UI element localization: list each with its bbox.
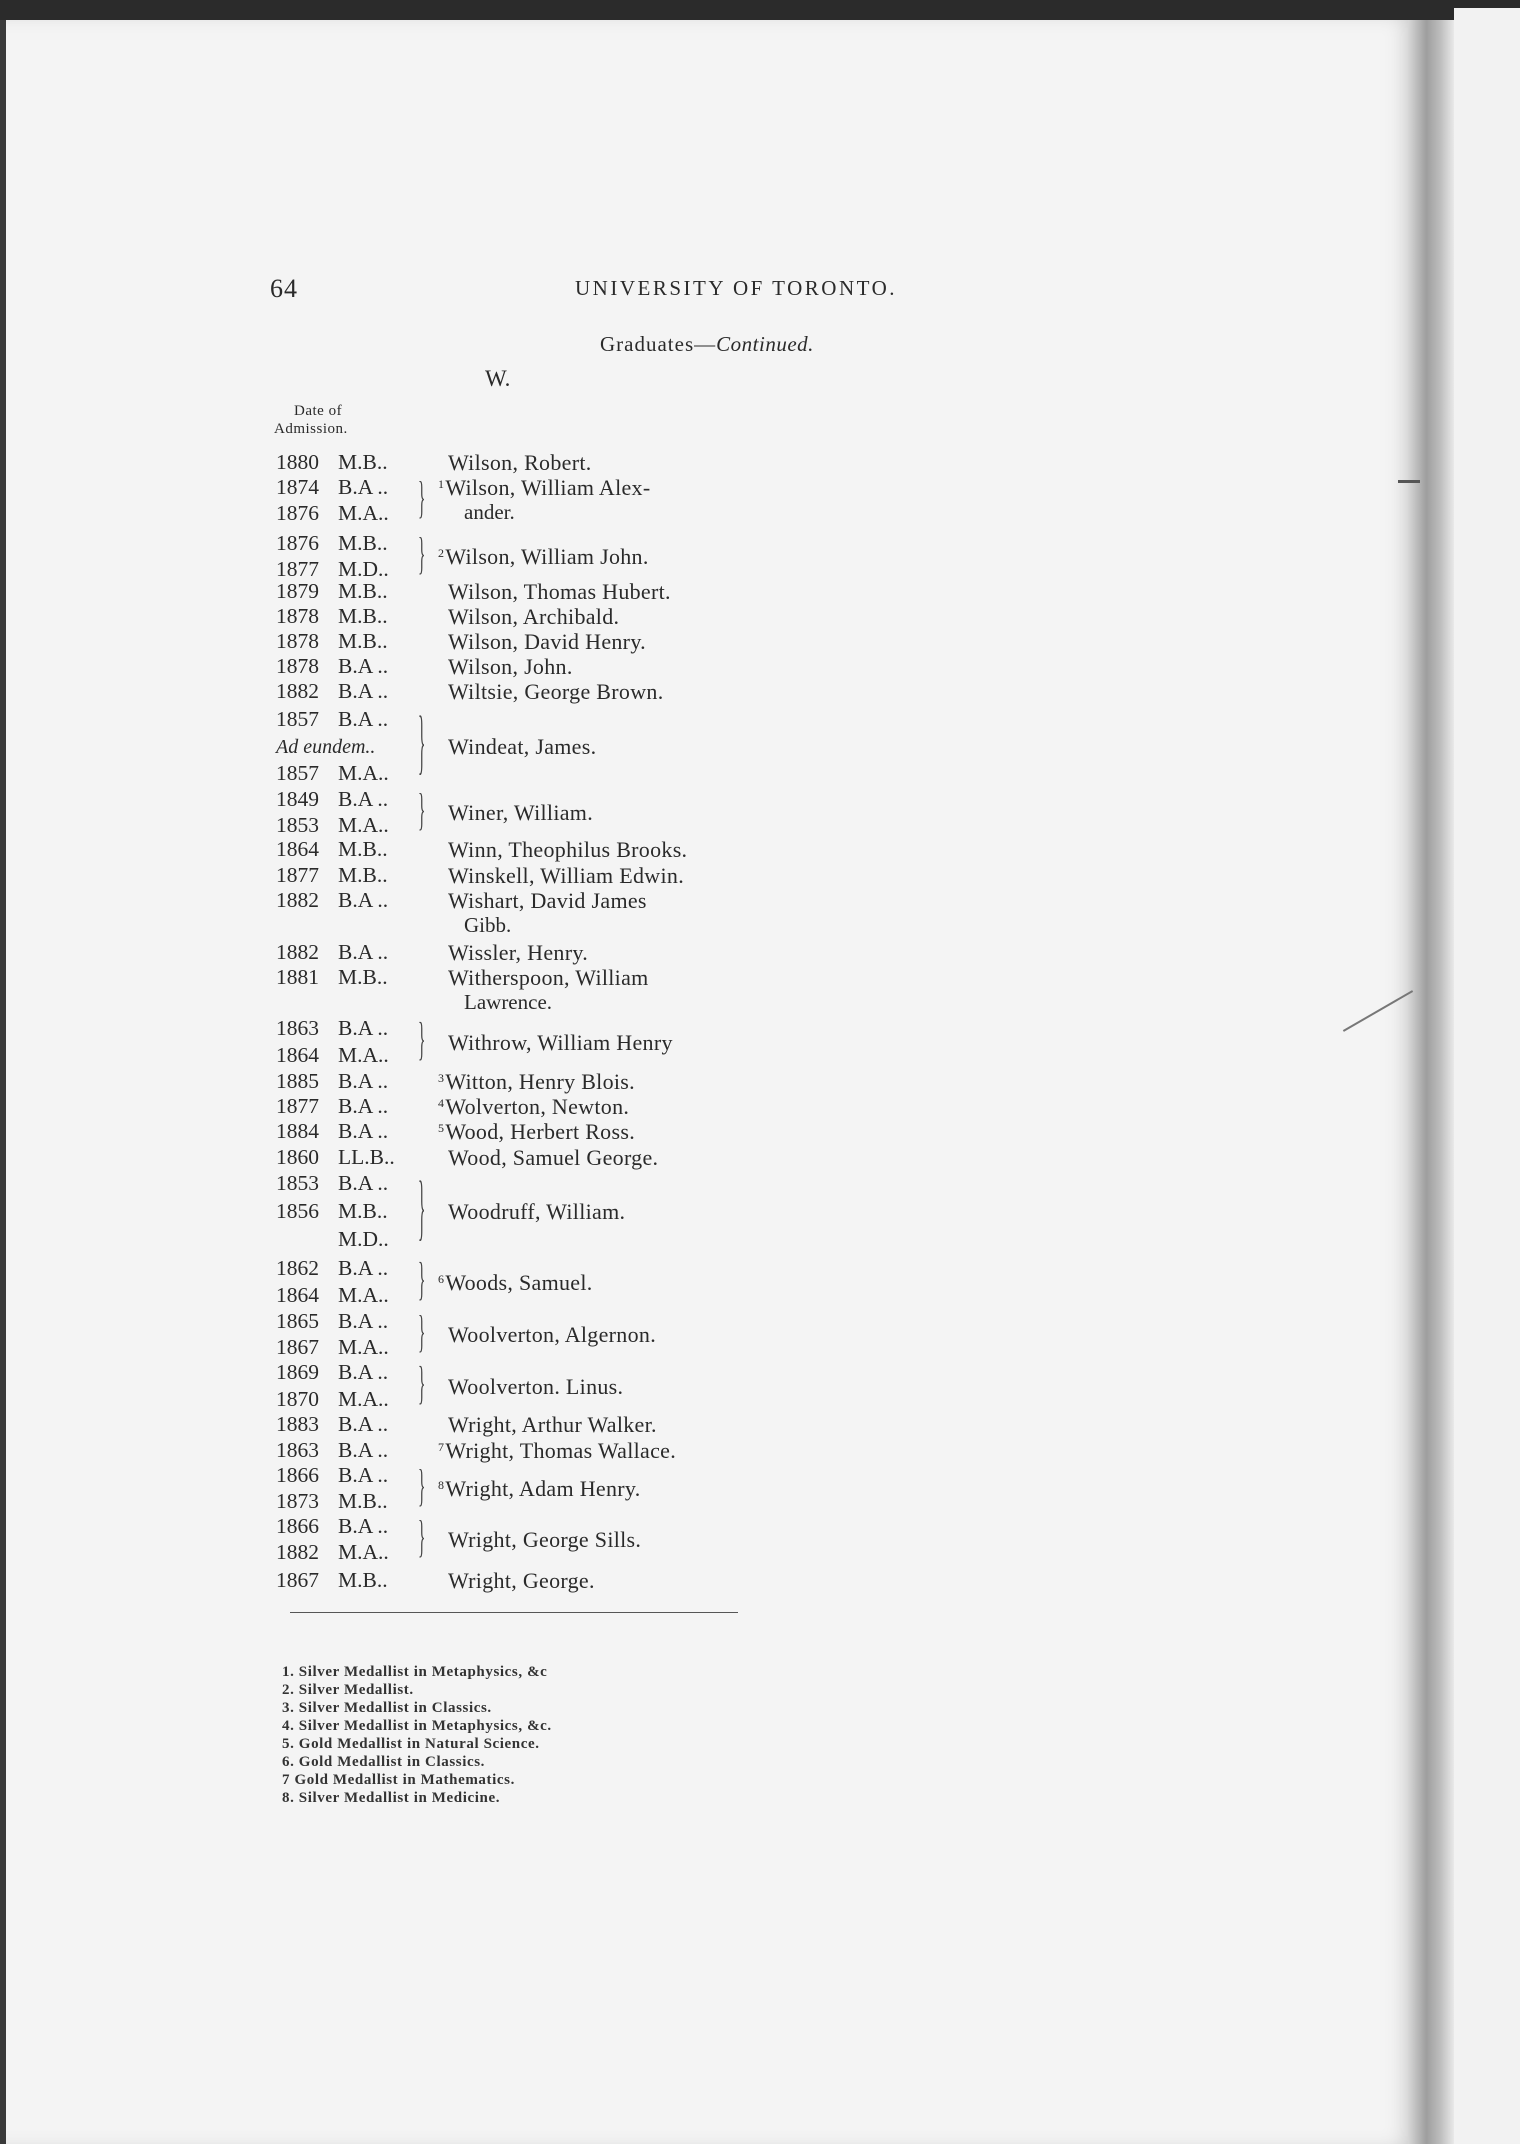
degree: M.B.. (338, 604, 388, 628)
admission-year: 1882 (276, 1540, 319, 1564)
graduate-name-text: Wishart, David James (448, 888, 647, 913)
admission-year: 1882 (276, 888, 319, 912)
admission-row (276, 1201, 388, 1223)
degree: M.A.. (338, 1043, 389, 1067)
degree: B.A .. (338, 1309, 389, 1333)
degree: B.A .. (338, 1412, 389, 1436)
admission-year: 1877 (276, 1094, 319, 1118)
graduate-name-text: Woolverton, Algernon. (448, 1322, 656, 1347)
graduate-name-text: Winer, William. (448, 800, 594, 825)
admission-year: 1860 (276, 1145, 319, 1169)
admission-row (276, 942, 388, 964)
degree: B.A .. (338, 475, 389, 499)
brace: } (418, 1164, 426, 1248)
graduate-name-text: Wilson, David Henry. (448, 629, 646, 654)
footnote-marker: 4 (438, 1096, 445, 1110)
footnote: 1. Silver Medallist in Metaphysics, &c (282, 1664, 548, 1680)
admission-year: 1857 (276, 707, 319, 731)
admission-row (276, 815, 389, 837)
admission-year: 1867 (276, 1335, 319, 1359)
admission-row (276, 736, 375, 758)
admission-year: 1882 (276, 679, 319, 703)
admission-year: 1864 (276, 1043, 319, 1067)
graduate-name (448, 1147, 658, 1169)
admission-row (276, 1147, 395, 1169)
admission-row (276, 1542, 389, 1564)
graduate-name-text: Winn, Theophilus Brooks. (448, 837, 688, 862)
footnote-marker: 1 (438, 477, 445, 491)
admission-row (276, 606, 388, 628)
graduate-name (448, 865, 684, 887)
brace: } (418, 526, 426, 579)
brace: } (418, 1458, 426, 1511)
admission-year: 1867 (276, 1568, 319, 1592)
admission-year: 1863 (276, 1438, 319, 1462)
admission-year: 1873 (276, 1489, 319, 1513)
graduate-name (448, 890, 647, 912)
degree: B.A .. (338, 1438, 389, 1462)
graduate-name-text: Woods, Samuel. (445, 1269, 593, 1295)
graduate-name-text: Wilson, Thomas Hubert. (448, 579, 671, 604)
admission-row (276, 1570, 388, 1592)
graduate-name (448, 839, 687, 861)
footnote: 8. Silver Medallist in Medicine. (282, 1790, 501, 1806)
column-heading-line1: Date of (294, 403, 343, 419)
admission-row (276, 581, 388, 603)
degree: M.B.. (338, 863, 388, 887)
admission-row (276, 1258, 388, 1280)
admission-row (276, 839, 388, 861)
admission-year: 1857 (276, 761, 319, 785)
graduate-name-continued: ander. (464, 500, 515, 524)
admission-row (276, 1229, 389, 1251)
graduate-name (438, 546, 649, 568)
degree: B.A .. (338, 1016, 389, 1040)
admission-year: 1866 (276, 1514, 319, 1538)
admission-year: 1882 (276, 940, 319, 964)
graduate-name (448, 967, 649, 989)
graduate-name-text: Witherspoon, William (448, 965, 649, 990)
degree: M.D.. (338, 1227, 389, 1251)
scan-mark (1398, 480, 1420, 483)
graduate-name-text: Wright, Adam Henry. (445, 1476, 641, 1501)
facing-page-edge (1454, 8, 1520, 2144)
degree: B.A .. (338, 940, 389, 964)
degree: B.A .. (338, 787, 389, 811)
footnote: 6. Gold Medallist in Classics. (282, 1754, 486, 1770)
admission-year: 1881 (276, 965, 319, 989)
graduate-name-text: Wood, Herbert Ross. (445, 1119, 635, 1144)
degree: M.A.. (338, 1283, 389, 1307)
admission-year: 1853 (276, 1171, 319, 1195)
admission-year: 1877 (276, 863, 319, 887)
section-title (600, 332, 814, 357)
admission-row (276, 452, 388, 474)
admission-year: 1849 (276, 787, 319, 811)
brace: } (418, 1011, 426, 1065)
graduate-name (438, 1096, 629, 1118)
admission-row (276, 865, 388, 887)
footnote: 2. Silver Medallist. (282, 1682, 414, 1698)
graduate-name-text: Windeat, James. (448, 734, 597, 759)
footnote: 7 Gold Medallist in Mathematics. (282, 1772, 515, 1788)
admission-row (276, 1465, 388, 1487)
graduate-name (448, 802, 593, 824)
graduate-name-text: Wood, Samuel George. (448, 1145, 659, 1170)
graduate-name-continued: Lawrence. (464, 990, 553, 1014)
graduate-name (448, 452, 592, 474)
admission-year: 1879 (276, 579, 319, 603)
graduate-name-text: Wright, Thomas Wallace. (445, 1438, 677, 1463)
graduate-name (448, 1029, 673, 1055)
degree: M.A.. (338, 761, 389, 785)
admission-year: 1878 (276, 629, 319, 653)
page-number: 64 (270, 274, 298, 303)
graduate-name-text: Wilson, Robert. (448, 450, 592, 475)
graduate-name (438, 1071, 635, 1093)
graduate-name-text: Woodruff, William. (448, 1199, 626, 1224)
graduate-name-text: Withrow, William Henry (448, 1029, 673, 1055)
section-title-main: Graduates— (600, 332, 717, 356)
graduate-name (448, 1529, 641, 1551)
admission-row (276, 1096, 388, 1118)
graduate-name (448, 656, 573, 678)
graduate-name (438, 477, 650, 499)
graduate-name-text: Winskell, William Edwin. (448, 863, 684, 888)
book-gutter (1408, 20, 1454, 2144)
brace: } (418, 1304, 426, 1357)
admission-row (276, 533, 388, 555)
degree: Ad eundem.. (276, 736, 376, 758)
degree: M.B.. (338, 579, 388, 603)
footnote-marker: 8 (438, 1478, 445, 1492)
admission-year: 1870 (276, 1387, 319, 1411)
degree: B.A .. (338, 1256, 389, 1280)
graduate-name-text: Witton, Henry Blois. (445, 1069, 635, 1094)
admission-year: 1856 (276, 1199, 319, 1223)
section-title-continued: Continued. (716, 332, 814, 356)
admission-year: 1876 (276, 531, 319, 555)
admission-row (276, 477, 388, 499)
graduate-name-text: Wilson, William Alex- (445, 475, 651, 500)
degree: B.A .. (338, 654, 389, 678)
graduate-name (438, 1440, 676, 1462)
graduate-name-continued: Gibb. (464, 913, 512, 937)
admission-row (276, 1045, 389, 1067)
admission-year: 1864 (276, 1283, 319, 1307)
admission-year: 1864 (276, 837, 319, 861)
running-head: UNIVERSITY OF TORONTO. (575, 276, 897, 300)
graduate-name (448, 942, 588, 964)
degree: M.B.. (338, 1199, 388, 1223)
footnote-marker: 3 (438, 1071, 445, 1085)
graduate-name (438, 1121, 635, 1143)
graduate-name-text: Wright, George. (448, 1568, 595, 1593)
admission-year: 1869 (276, 1360, 319, 1384)
degree: B.A .. (338, 1069, 389, 1093)
graduate-name-text: Wiltsie, George Brown. (448, 679, 664, 704)
admission-year: 1874 (276, 475, 319, 499)
admission-row (276, 1389, 389, 1411)
admission-row (276, 1362, 388, 1384)
graduate-name (438, 1478, 641, 1500)
column-heading-line2: Admission. (274, 421, 348, 437)
letter-heading: W. (485, 366, 511, 391)
brace: } (418, 700, 426, 782)
graduate-name (448, 1201, 625, 1223)
brace: } (418, 1509, 426, 1562)
admission-row (276, 709, 388, 731)
degree: M.B.. (338, 450, 388, 474)
admission-row (276, 503, 389, 525)
admission-row (276, 631, 388, 653)
graduate-name (448, 1324, 656, 1346)
graduate-name (448, 681, 664, 703)
graduate-name (448, 1570, 595, 1592)
degree: B.A .. (338, 888, 389, 912)
admission-row (276, 1491, 388, 1513)
admission-year: 1866 (276, 1463, 319, 1487)
degree: M.B.. (338, 531, 388, 555)
admission-year: 1878 (276, 654, 319, 678)
admission-year: 1876 (276, 501, 319, 525)
admission-year: 1884 (276, 1119, 319, 1143)
footnotes (282, 1663, 552, 1807)
admission-row (276, 1516, 388, 1538)
scan-top-edge (0, 0, 1520, 20)
footnote: 4. Silver Medallist in Metaphysics, &c. (282, 1718, 552, 1734)
admission-year: 1862 (276, 1256, 319, 1280)
footnote-rule (290, 1612, 738, 1613)
degree: M.B.. (338, 1568, 388, 1592)
degree: B.A .. (338, 1094, 389, 1118)
admission-year: 1853 (276, 813, 319, 837)
degree: M.A.. (338, 501, 389, 525)
admission-row (276, 1414, 388, 1436)
admission-row (276, 763, 389, 785)
column-heading (274, 402, 348, 438)
admission-row (276, 1121, 388, 1143)
footnote-marker: 2 (438, 546, 445, 560)
graduate-name (448, 1373, 624, 1399)
graduate-name (448, 736, 596, 758)
degree: B.A .. (338, 1171, 389, 1195)
admission-year: 1863 (276, 1016, 319, 1040)
footnote: 3. Silver Medallist in Classics. (282, 1700, 492, 1716)
admission-row (276, 1173, 388, 1195)
graduate-name (448, 1414, 657, 1436)
degree: LL.B.. (338, 1145, 395, 1169)
degree: B.A .. (338, 707, 389, 731)
admission-year: 1885 (276, 1069, 319, 1093)
admission-row (276, 890, 388, 912)
admission-year: 1865 (276, 1309, 319, 1333)
admission-year: 1880 (276, 450, 319, 474)
degree: B.A .. (338, 1119, 389, 1143)
admission-row (276, 559, 389, 581)
admission-year: 1883 (276, 1412, 319, 1436)
admission-row (276, 1018, 388, 1040)
footnote-marker: 6 (438, 1271, 445, 1286)
brace: } (418, 1251, 426, 1305)
admission-row (276, 1285, 389, 1307)
brace: } (418, 782, 426, 835)
graduate-name-text: Wright, George Sills. (448, 1527, 642, 1552)
degree: B.A .. (338, 1360, 389, 1384)
admission-row (276, 1071, 388, 1093)
graduate-name-text: Woolverton. Linus. (448, 1373, 624, 1399)
graduate-name-text: Wilson, William John. (445, 544, 649, 569)
degree: M.A.. (338, 813, 389, 837)
admission-row (276, 1440, 388, 1462)
degree: M.D.. (338, 557, 389, 581)
graduate-name-text: Wright, Arthur Walker. (448, 1412, 657, 1437)
admission-row (276, 681, 388, 703)
degree: B.A .. (338, 1463, 389, 1487)
admission-row (276, 656, 388, 678)
graduate-name (448, 631, 646, 653)
admission-row (276, 1337, 389, 1359)
degree: M.A.. (338, 1335, 389, 1359)
degree: M.B.. (338, 965, 388, 989)
degree: M.A.. (338, 1540, 389, 1564)
admission-year: 1877 (276, 557, 319, 581)
degree: M.B.. (338, 1489, 388, 1513)
degree: M.A.. (338, 1387, 389, 1411)
brace: } (418, 470, 426, 523)
degree: M.B.. (338, 837, 388, 861)
graduate-name-text: Wilson, John. (448, 654, 573, 679)
degree: B.A .. (338, 1514, 389, 1538)
graduate-name (438, 1269, 593, 1295)
graduate-name (448, 606, 619, 628)
footnote-marker: 7 (438, 1440, 445, 1454)
admission-year: 1878 (276, 604, 319, 628)
graduate-name-text: Wolverton, Newton. (445, 1094, 630, 1119)
footnote-marker: 5 (438, 1121, 445, 1135)
degree: B.A .. (338, 679, 389, 703)
graduate-name (448, 581, 671, 603)
brace: } (418, 1355, 426, 1409)
graduate-name-text: Wilson, Archibald. (448, 604, 620, 629)
footnote: 5. Gold Medallist in Natural Science. (282, 1736, 540, 1752)
admission-row (276, 967, 388, 989)
admission-row (276, 1311, 388, 1333)
graduate-name-text: Wissler, Henry. (448, 940, 588, 965)
admission-row (276, 789, 388, 811)
degree: M.B.. (338, 629, 388, 653)
